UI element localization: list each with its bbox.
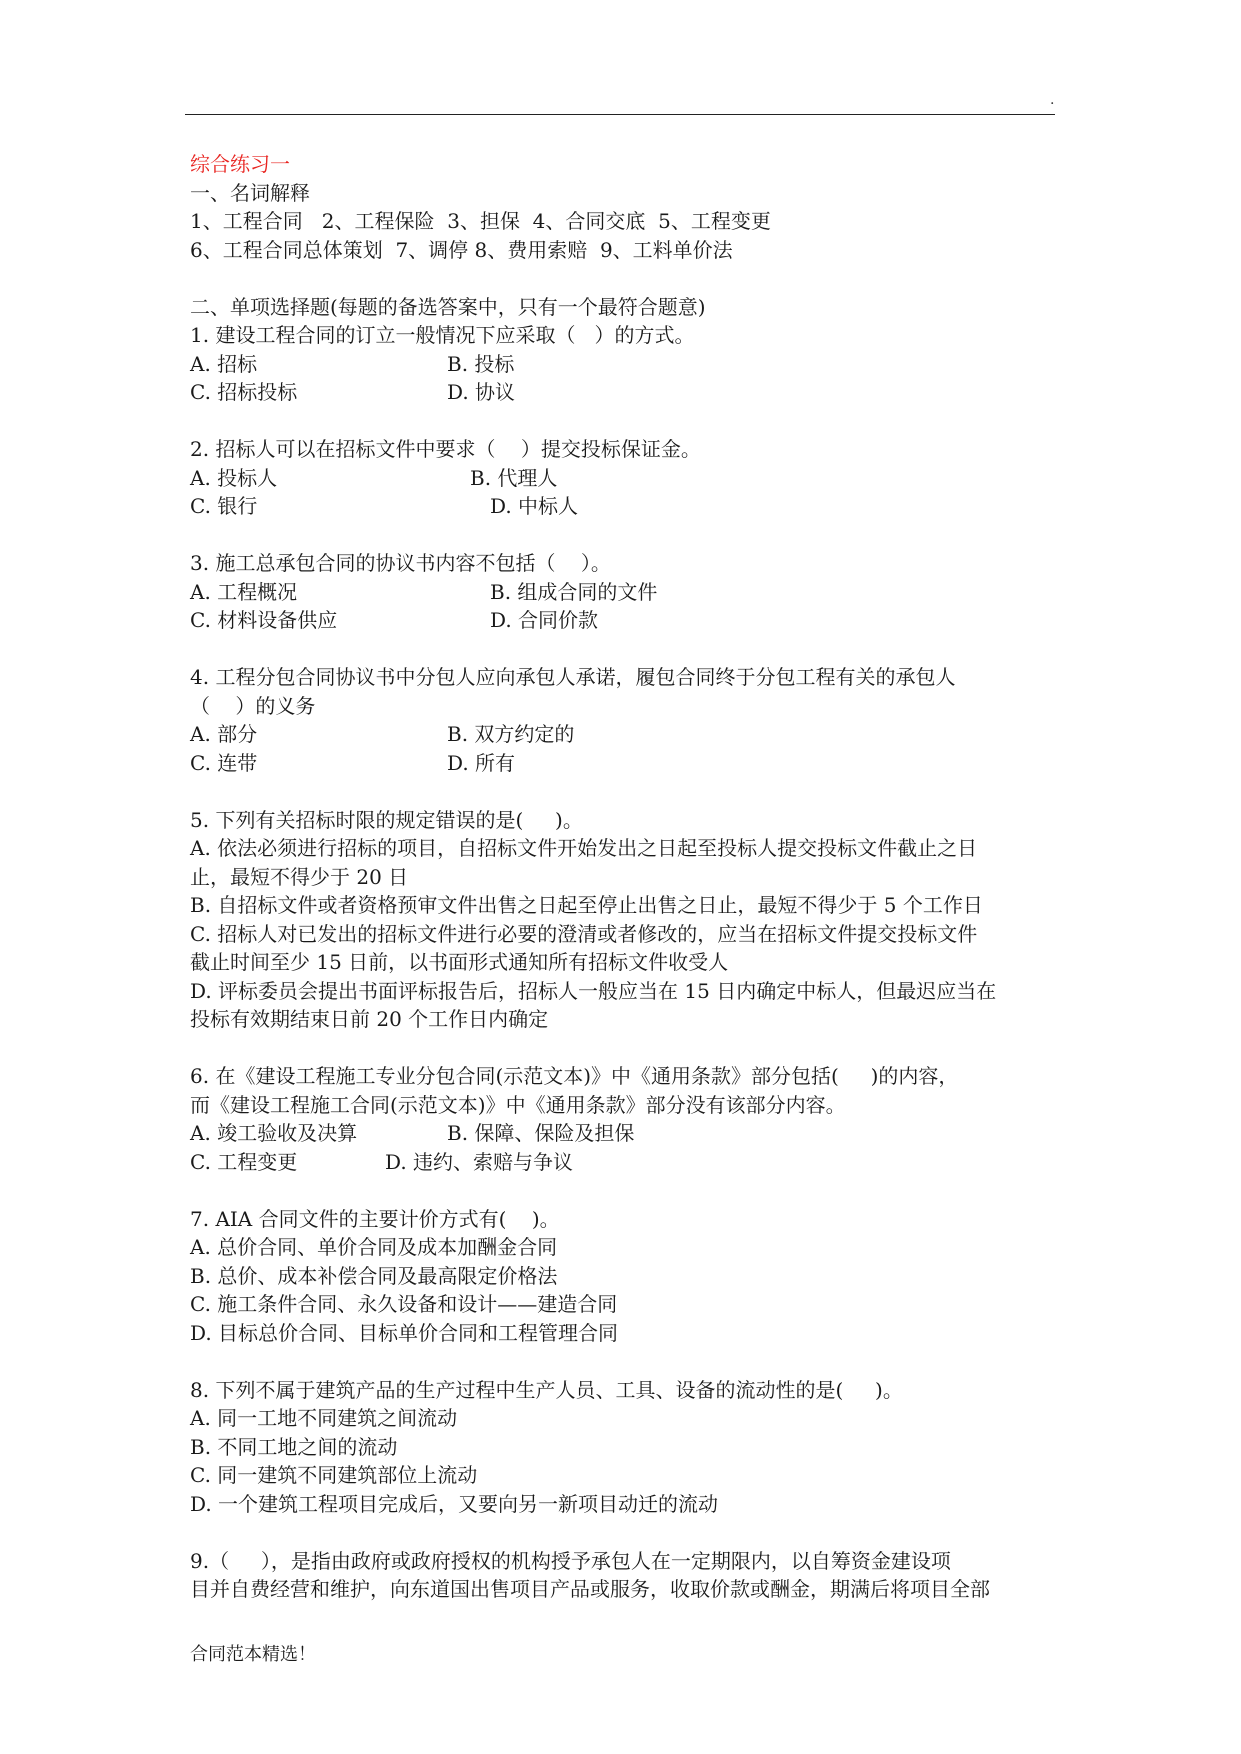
q4-stem-line-1: 4. 工程分包合同协议书中分包人应向承包人承诺，履包合同终于分包工程有关的承包人 — [190, 665, 956, 689]
q6-stem-line-2: 而《建设工程施工合同(示范文本)》中《通用条款》部分没有该部分内容。 — [190, 1092, 846, 1117]
q3-options-row-2 — [190, 606, 1070, 635]
q1-option-d: D. 协议 — [447, 380, 516, 404]
document-title: 综合练习一 — [190, 152, 290, 176]
q6-option-a: A. 竣工验收及决算 — [190, 1121, 358, 1145]
section1-heading: 一、名词解释 — [190, 180, 310, 205]
terms-line-2: 6、工程合同总体策划 7、调停 8、费用索赔 9、工料单价法 — [190, 237, 733, 262]
q2-option-d: D. 中标人 — [490, 494, 579, 518]
page-footer: 合同范本精选！ — [190, 1644, 316, 1665]
q8-option-b: B. 不同工地之间的流动 — [190, 1434, 398, 1459]
q4-stem-line-2: （ ）的义务 — [190, 693, 316, 718]
q3-options-row-1 — [190, 578, 1070, 607]
q5-line: D. 评标委员会提出书面评标报告后，招标人一般应当在 15 日内确定中标人，但最迟应当在 — [190, 978, 997, 1003]
q4-options-row-1 — [190, 720, 1070, 749]
q3-option-b: B. 组成合同的文件 — [490, 579, 658, 604]
document-body — [190, 150, 1070, 1604]
q6-options-row-1 — [190, 1119, 1070, 1148]
q3-option-c: C. 材料设备供应 — [190, 608, 338, 632]
q8-option-a: A. 同一工地不同建筑之间流动 — [190, 1406, 458, 1430]
q9-stem-line-2: 目并自费经营和维护，向东道国出售项目产品或服务，收取价款或酬金，期满后将项目全部 — [190, 1577, 990, 1601]
q6-option-c: C. 工程变更 — [190, 1149, 298, 1174]
q2-option-a: A. 投标人 — [190, 465, 278, 490]
q5-line: 止，最短不得少于 20 日 — [190, 864, 409, 889]
q4-option-b: B. 双方约定的 — [447, 722, 575, 746]
q3-option-d: D. 合同价款 — [490, 608, 599, 632]
q2-stem: 2. 招标人可以在招标文件中要求（ ）提交投标保证金。 — [190, 437, 701, 461]
q5-stem: 5. 下列有关招标时限的规定错误的是( )。 — [190, 807, 583, 832]
q7-option-c: C. 施工条件合同、永久设备和设计——建造合同 — [190, 1292, 618, 1316]
q6-option-d: D. 违约、索赔与争议 — [385, 1149, 574, 1174]
q7-option-a: A. 总价合同、单价合同及成本加酬金合同 — [190, 1235, 558, 1259]
q1-stem: 1. 建设工程合同的订立一般情况下应采取（ ）的方式。 — [190, 323, 695, 347]
q8-stem: 8. 下列不属于建筑产品的生产过程中生产人员、工具、设备的流动性的是( )。 — [190, 1377, 903, 1402]
q4-option-a: A. 部分 — [190, 722, 258, 746]
q4-option-d: D. 所有 — [447, 750, 516, 775]
q1-options-row-1 — [190, 350, 1070, 379]
q6-option-b: B. 保障、保险及担保 — [447, 1121, 635, 1145]
q7-option-b: B. 总价、成本补偿合同及最高限定价格法 — [190, 1263, 558, 1288]
q1-option-b: B. 投标 — [447, 351, 515, 376]
q3-stem: 3. 施工总承包合同的协议书内容不包括（ ）。 — [190, 551, 611, 575]
section2-heading: 二、单项选择题(每题的备选答案中，只有一个最符合题意) — [190, 294, 706, 319]
q9-stem-line-1: 9.（ ），是指由政府或政府授权的机构授予承包人在一定期限内，以自筹资金建设项 — [190, 1548, 951, 1573]
q2-option-c: C. 银行 — [190, 494, 258, 518]
q5-line: 截止时间至少 15 日前，以书面形式通知所有招标文件收受人 — [190, 950, 729, 974]
q7-option-d: D. 目标总价合同、目标单价合同和工程管理合同 — [190, 1320, 619, 1345]
q5-line: 投标有效期结束日前 20 个工作日内确定 — [190, 1007, 549, 1031]
q2-option-b: B. 代理人 — [470, 465, 558, 490]
q6-stem-line-1: 6. 在《建设工程施工专业分包合同(示范文本)》中《通用条款》部分包括( )的内容， — [190, 1064, 959, 1088]
q8-option-c: C. 同一建筑不同建筑部位上流动 — [190, 1463, 478, 1487]
header-dot: . — [1050, 92, 1055, 108]
terms-line-1: 1、工程合同 2、工程保险 3、担保 4、合同交底 5、工程变更 — [190, 209, 771, 233]
q7-stem: 7. AIA 合同文件的主要计价方式有( )。 — [190, 1206, 560, 1231]
q5-line: B. 自招标文件或者资格预审文件出售之日起至停止出售之日止，最短不得少于 5 个工作日 — [190, 893, 983, 917]
q1-option-c: C. 招标投标 — [190, 380, 298, 404]
q5-line: C. 招标人对已发出的招标文件进行必要的澄清或者修改的，应当在招标文件提交投标文件 — [190, 921, 978, 946]
q4-option-c: C. 连带 — [190, 750, 258, 775]
q1-option-a: A. 招标 — [190, 351, 258, 376]
q1-options-row-2 — [190, 378, 1070, 407]
q8-option-d: D. 一个建筑工程项目完成后，又要向另一新项目动迁的流动 — [190, 1491, 719, 1516]
q5-line: A. 依法必须进行招标的项目，自招标文件开始发出之日起至投标人提交投标文件截止之日 — [190, 836, 978, 860]
q2-options-row-1 — [190, 464, 1070, 493]
header-rule — [185, 114, 1055, 115]
q4-options-row-2 — [190, 749, 1070, 778]
q2-options-row-2 — [190, 492, 1070, 521]
q3-option-a: A. 工程概况 — [190, 579, 298, 604]
q6-options-row-2 — [190, 1148, 1070, 1177]
